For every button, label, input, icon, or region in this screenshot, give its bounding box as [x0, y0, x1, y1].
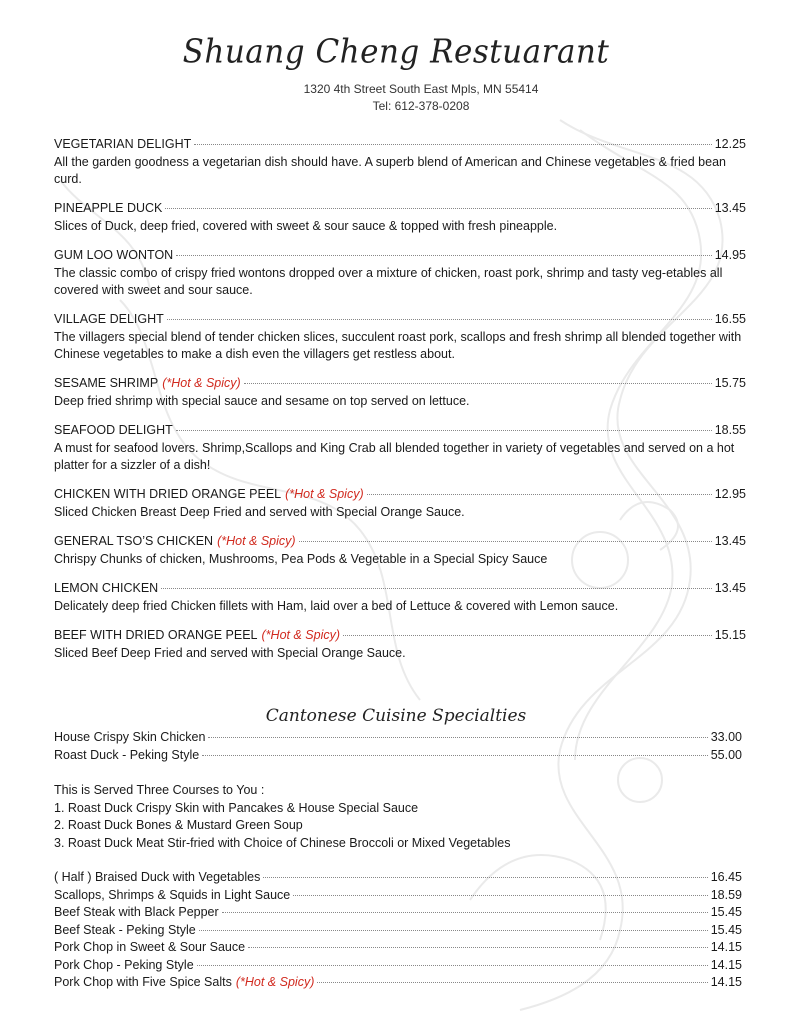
menu-item-name: VILLAGE DELIGHT [54, 312, 164, 326]
menu-item-line [54, 957, 742, 975]
menu-item-name: GUM LOO WONTON [54, 248, 174, 262]
menu-item-description: Deep fried shrimp with special sauce and sesame on top served on lettuce. [54, 394, 470, 408]
menu-item-price: 55.00 [710, 747, 742, 762]
menu-item-description: All the garden goodness a vegetarian dish should have. A superb blend of American and Chinese vegetables & fried bean curd. [54, 155, 726, 186]
menu-item-price: 13.45 [714, 534, 746, 548]
menu-item-line [54, 311, 746, 328]
dot-leader [222, 912, 708, 913]
menu-item-line [54, 486, 746, 503]
menu-items [54, 136, 746, 674]
hot-spicy-label: (*Hot & Spicy) [162, 376, 241, 390]
hot-spicy-label: (*Hot & Spicy) [235, 975, 315, 989]
menu-item [54, 311, 746, 363]
menu-item [54, 200, 746, 235]
menu-item-price: 18.55 [714, 423, 746, 437]
dot-leader [263, 877, 707, 878]
menu-item-line [54, 533, 746, 550]
cantonese-top-items [54, 729, 742, 764]
menu-item [54, 627, 746, 662]
section-title: Cantonese Cuisine Specialties [265, 706, 527, 726]
menu-item-name: CHICKEN WITH DRIED ORANGE PEEL [54, 487, 282, 501]
hot-spicy-label: (*Hot & Spicy) [261, 628, 341, 642]
dot-leader [244, 383, 712, 384]
menu-item-price: 15.15 [714, 628, 746, 642]
menu-item-line [54, 904, 742, 922]
courses-list [54, 782, 742, 852]
menu-item-price: 33.00 [710, 730, 742, 744]
dot-leader [165, 208, 711, 209]
menu-item [54, 247, 746, 299]
course-item: 1. Roast Duck Crispy Skin with Pancakes & House Special Sauce [54, 800, 419, 815]
menu-item [54, 486, 746, 521]
dot-leader [176, 255, 712, 256]
menu-item-description: Delicately deep fried Chicken fillets with Ham, laid over a bed of Lettuce & covered with Lemon sauce. [54, 599, 619, 613]
menu-item-name: Pork Chop with Five Spice Salts [54, 975, 232, 989]
menu-item-line [54, 729, 742, 747]
menu-item-name: Beef Steak with Black Pepper [54, 905, 219, 919]
dot-leader [367, 494, 712, 495]
menu-item [54, 422, 746, 474]
menu-item-line [54, 580, 746, 597]
header [0, 34, 792, 113]
menu-item [54, 375, 746, 410]
menu-item-name: Pork Chop in Sweet & Sour Sauce [54, 940, 246, 954]
menu-item-price: 16.55 [714, 312, 746, 326]
menu-item-name: GENERAL TSO’S CHICKEN [54, 534, 214, 548]
menu-item [54, 580, 746, 615]
menu-item-description: Sliced Beef Deep Fried and served with Special Orange Sauce. [54, 646, 406, 660]
dot-leader [176, 430, 712, 431]
menu-item-name: SEAFOOD DELIGHT [54, 423, 173, 437]
menu-item-name: ( Half ) Braised Duck with Vegetables [54, 870, 261, 884]
menu-item-price: 14.15 [710, 940, 742, 954]
menu-item-line [54, 869, 742, 887]
menu-item-name: Roast Duck - Peking Style [54, 747, 200, 762]
menu-item-line [54, 136, 746, 153]
dot-leader [202, 755, 708, 756]
menu-item-line [54, 375, 746, 392]
menu-item-price: 14.95 [714, 248, 746, 262]
menu-item-name: House Crispy Skin Chicken [54, 730, 206, 744]
menu-item-name: VEGETARIAN DELIGHT [54, 137, 192, 151]
menu-item-name: SESAME SHRIMP [54, 376, 159, 390]
menu-item-line [54, 247, 746, 264]
courses-intro: This is Served Three Courses to You : [54, 783, 265, 797]
menu-item-line [54, 747, 742, 765]
dot-leader [167, 319, 712, 320]
menu-item-line [54, 627, 746, 644]
menu-item-price: 13.45 [714, 581, 746, 595]
menu-item-description: The classic combo of crispy fried wontons dropped over a mixture of chicken, roast pork, shrimp and tasty veg-etables all covered with sweet and sour sauce. [54, 266, 723, 297]
dot-leader [208, 737, 707, 738]
hot-spicy-label: (*Hot & Spicy) [217, 534, 296, 548]
restaurant-title: Shuang Cheng Restuarant [182, 33, 610, 71]
menu-item-name: LEMON CHICKEN [54, 581, 159, 595]
dot-leader [317, 982, 707, 983]
hot-spicy-label: (*Hot & Spicy) [285, 487, 364, 501]
restaurant-address: 1320 4th Street South East Mpls, MN 55414 [303, 82, 539, 96]
dot-leader [161, 588, 712, 589]
course-item: 2. Roast Duck Bones & Mustard Green Soup [54, 818, 303, 832]
menu-item-line [54, 887, 742, 905]
menu-item-price: 15.45 [710, 922, 742, 937]
course-item: 3. Roast Duck Meat Stir-fried with Choice of Chinese Broccoli or Mixed Vegetables [54, 835, 511, 850]
menu-item-line [54, 922, 742, 940]
menu-item [54, 533, 746, 568]
menu-item-line [54, 939, 742, 957]
menu-item-line [54, 974, 742, 992]
menu-item-line [54, 200, 746, 217]
menu-item-name: Pork Chop - Peking Style [54, 957, 194, 972]
dot-leader [199, 930, 708, 931]
menu-item-description: Chrispy Chunks of chicken, Mushrooms, Pea Pods & Vegetable in a Special Spicy Sauce [54, 552, 548, 566]
restaurant-phone: Tel: 612-378-0208 [372, 99, 470, 113]
menu-item-price: 12.25 [714, 137, 746, 151]
cantonese-more-items [54, 869, 742, 992]
dot-leader [197, 965, 708, 966]
menu-item-price: 18.59 [710, 887, 742, 902]
menu-item-description: The villagers special blend of tender chicken slices, succulent roast pork, scallops and fresh shrimp all blended together with Chinese vegetables to make a dish even the villagers get restless about. [54, 330, 742, 361]
menu-item-price: 12.95 [714, 487, 746, 501]
dot-leader [248, 947, 708, 948]
menu-item-description: Sliced Chicken Breast Deep Fried and served with Special Orange Sauce. [54, 505, 465, 519]
menu-item-price: 13.45 [714, 201, 746, 215]
menu-item-price: 14.15 [710, 975, 742, 989]
dot-leader [343, 635, 712, 636]
menu-item-name: BEEF WITH DRIED ORANGE PEEL [54, 628, 258, 642]
menu-item-price: 16.45 [710, 870, 742, 884]
menu-item-name: PINEAPPLE DUCK [54, 201, 163, 215]
menu-item-description: Slices of Duck, deep fried, covered with sweet & sour sauce & topped with fresh pineapple. [54, 219, 558, 233]
menu-item-name: Beef Steak - Peking Style [54, 922, 196, 937]
menu-item-price: 14.15 [710, 957, 742, 972]
menu-item-price: 15.75 [714, 376, 746, 390]
dot-leader [299, 541, 712, 542]
menu-item-line [54, 422, 746, 439]
menu-item-description: A must for seafood lovers. Shrimp,Scallops and King Crab all blended together in variety of vegetables and served on a hot platter for a sizzler of a dish! [54, 441, 735, 472]
menu-item [54, 136, 746, 188]
menu-item-price: 15.45 [710, 905, 742, 919]
dot-leader [293, 895, 707, 896]
menu-item-name: Scallops, Shrimps & Squids in Light Sauce [54, 887, 291, 902]
dot-leader [194, 144, 711, 145]
